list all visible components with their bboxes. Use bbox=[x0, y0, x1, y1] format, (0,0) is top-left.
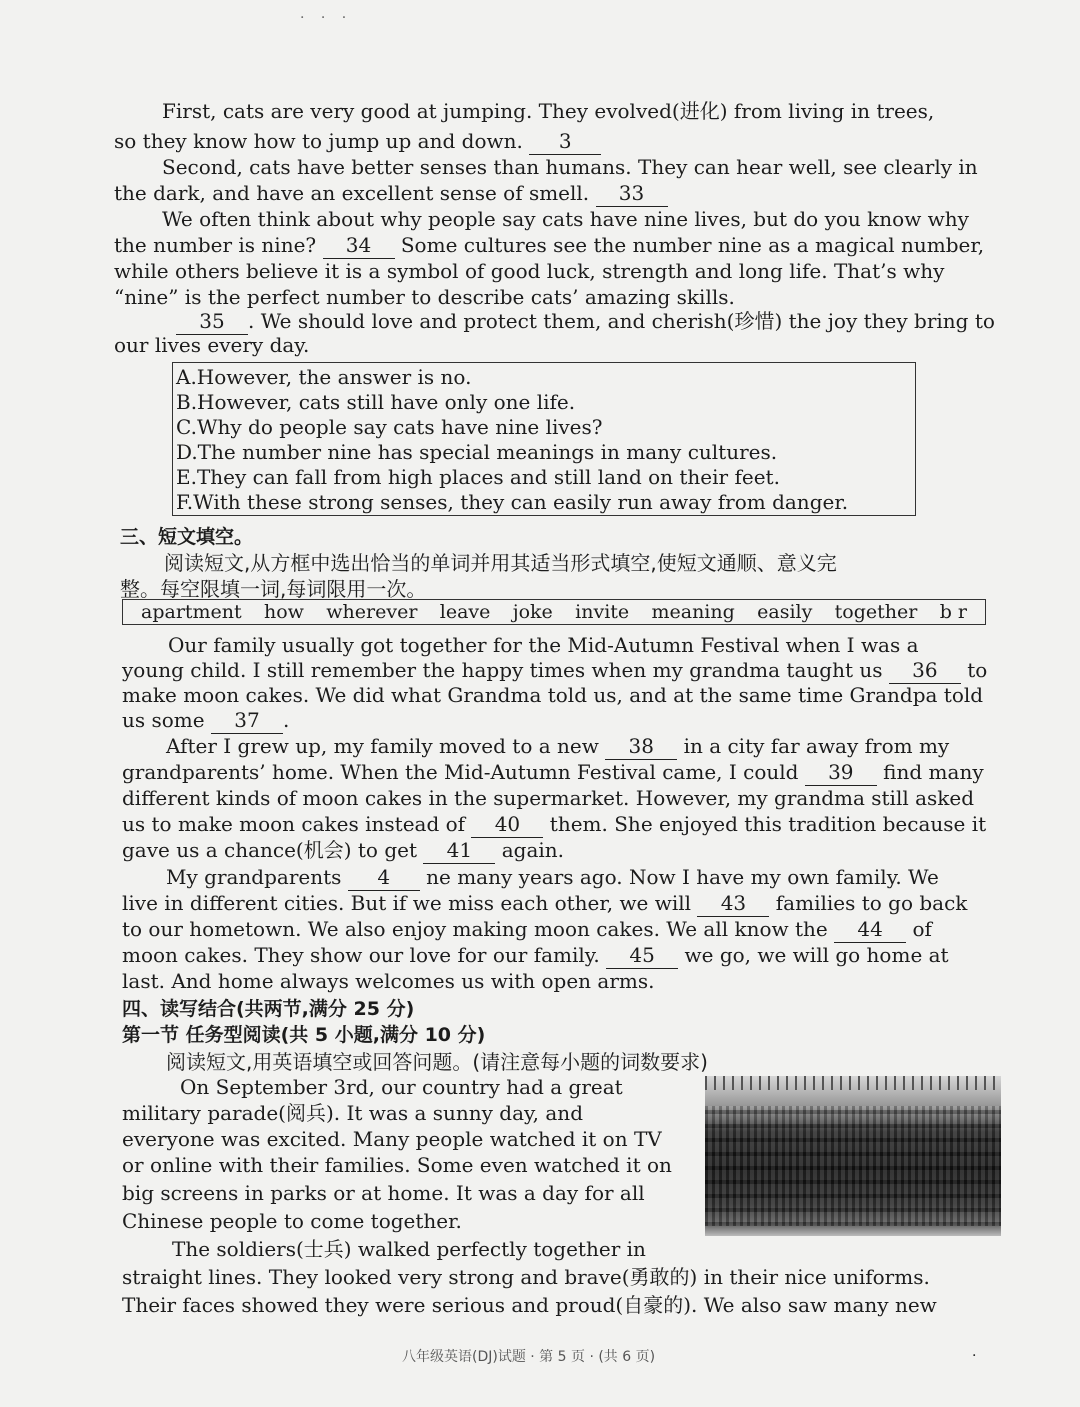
passage-a-line-4 bbox=[114, 180, 668, 207]
option-d: D.The number nine has special meanings in many cultures. bbox=[176, 440, 778, 464]
blank-40: 40 bbox=[471, 811, 543, 838]
passage-a-line-9-text: . We should love and protect them, and cherish(珍惜) the joy they bring to bbox=[248, 309, 995, 333]
blank-34: 34 bbox=[323, 232, 395, 259]
blank-42: 4 bbox=[348, 864, 420, 891]
word-bank-box bbox=[122, 599, 986, 625]
passage-a-line-4-text: the dark, and have an excellent sense of smell. bbox=[114, 181, 590, 205]
word-bank-item: apartment bbox=[141, 601, 242, 623]
word-bank-item: b r bbox=[939, 601, 967, 623]
photo-soldier-rows bbox=[705, 1106, 1001, 1226]
word-bank-item: meaning bbox=[651, 601, 735, 623]
section-3-title: 三、短文填空。 bbox=[120, 526, 254, 548]
passage-c-line-1: On September 3rd, our country had a great bbox=[180, 1075, 623, 1099]
passage-b-p1-line-4 bbox=[122, 707, 289, 734]
passage-a-line-7: while others believe it is a symbol of good luck, strength and long life. That’s why bbox=[114, 259, 945, 283]
passage-b-p2-line-3: different kinds of moon cakes in the supermarket. However, my grandma still asked bbox=[122, 786, 975, 810]
word-bank-item: joke bbox=[512, 601, 553, 623]
option-b: B.However, cats still have only one life. bbox=[176, 390, 576, 414]
blank-38: 38 bbox=[605, 733, 677, 760]
passage-b-p1-line-3: make moon cakes. We did what Grandma told us, and at the same time Grandpa told bbox=[122, 683, 984, 707]
period: . bbox=[282, 708, 290, 732]
passage-c-line-8: straight lines. They looked very strong and brave(勇敢的) in their nice uniforms. bbox=[122, 1265, 930, 1289]
word-bank-item: invite bbox=[575, 601, 630, 623]
passage-b-p3-line-4 bbox=[122, 942, 949, 969]
passage-b-p2-line-4-tail: them. She enjoyed this tradition because it bbox=[549, 812, 987, 836]
passage-c-line-2: military parade(阅兵). It was a sunny day, and bbox=[122, 1101, 583, 1125]
passage-b-p3-line-4-tail: we go, we will go home at bbox=[684, 943, 949, 967]
blank-37: 37 bbox=[211, 707, 283, 734]
passage-b-p2-line-2 bbox=[122, 759, 984, 786]
passage-a-line-3: Second, cats have better senses than humans. They can hear well, see clearly in bbox=[162, 155, 978, 179]
passage-b-p2-line-2-tail: find many bbox=[883, 760, 984, 784]
passage-b-p3-line-1-tail: ne many years ago. Now I have my own family. We bbox=[426, 865, 939, 889]
passage-b-p2-line-2-text: grandparents’ home. When the Mid-Autumn Festival came, I could bbox=[122, 760, 799, 784]
passage-c-line-6: Chinese people to come together. bbox=[122, 1209, 462, 1233]
passage-b-p2-line-5-tail: again. bbox=[501, 838, 565, 862]
passage-c-line-5: big screens in parks or at home. It was a day for all bbox=[122, 1181, 645, 1205]
blank-41: 41 bbox=[423, 837, 495, 864]
passage-b-p1-line-2-tail: to bbox=[967, 658, 988, 682]
section-4-instruction: 阅读短文,用英语填空或回答问题。(请注意每小题的词数要求) bbox=[166, 1050, 708, 1074]
option-a: A.However, the answer is no. bbox=[176, 365, 472, 389]
word-bank-item: together bbox=[834, 601, 918, 623]
section-3-instruction-1: 阅读短文,从方框中选出恰当的单词并用其适当形式填空,使短文通顺、意义完 bbox=[164, 551, 837, 575]
passage-b-p2-line-5-text: gave us a chance(机会) to get bbox=[122, 838, 417, 862]
page-footer: 八年级英语(DJ)试题 · 第 5 页 · (共 6 页) bbox=[402, 1349, 656, 1365]
passage-c-line-9: Their faces showed they were serious and proud(自豪的). We also saw many new bbox=[122, 1293, 937, 1317]
passage-a-line-6 bbox=[114, 232, 984, 259]
passage-b-p3-line-1 bbox=[166, 864, 939, 891]
blank-44: 44 bbox=[834, 916, 906, 943]
section-3-instruction-2: 整。每空限填一词,每词限用一次。 bbox=[120, 577, 427, 601]
blank-45: 45 bbox=[606, 942, 678, 969]
footer-dot: · bbox=[972, 1348, 977, 1364]
passage-b-p1-line-2 bbox=[122, 657, 987, 684]
passage-b-p2-line-4 bbox=[122, 811, 986, 838]
blank-35: 35 bbox=[176, 308, 248, 335]
passage-b-p3-line-1-text: My grandparents bbox=[166, 865, 342, 889]
passage-b-p3-line-2-tail: families to go back bbox=[775, 891, 968, 915]
passage-c-line-4: or online with their families. Some even watched it on bbox=[122, 1153, 672, 1177]
word-bank-item: wherever bbox=[326, 601, 418, 623]
option-f: F.With these strong senses, they can easily run away from danger. bbox=[176, 490, 849, 514]
photo-flags bbox=[705, 1076, 1001, 1090]
passage-b-p2-line-4-text: us to make moon cakes instead of bbox=[122, 812, 466, 836]
top-scan-mark: · · · bbox=[300, 10, 353, 26]
passage-b-p1-line-1: Our family usually got together for the Mid-Autumn Festival when I was a bbox=[168, 633, 919, 657]
passage-b-p3-line-2-text: live in different cities. But if we miss each other, we will bbox=[122, 891, 692, 915]
passage-a-line-2-text: so they know how to jump up and down. bbox=[114, 129, 523, 153]
blank-39: 39 bbox=[805, 759, 877, 786]
passage-b-p1-line-4-text: us some bbox=[122, 708, 205, 732]
passage-b-p3-line-3-tail: of bbox=[912, 917, 932, 941]
section-4-title: 四、读写结合(共两节,满分 25 分) bbox=[122, 998, 415, 1020]
blank-36: 36 bbox=[889, 657, 961, 684]
passage-c-line-7: The soldiers(士兵) walked perfectly together in bbox=[172, 1237, 646, 1261]
passage-a-line-9 bbox=[176, 308, 995, 335]
passage-a-line-8: “nine” is the perfect number to describe cats’ amazing skills. bbox=[114, 285, 735, 309]
passage-a-line-10: our lives every day. bbox=[114, 333, 310, 357]
word-bank-item: leave bbox=[439, 601, 491, 623]
military-parade-photo bbox=[705, 1076, 1001, 1236]
passage-b-p2-line-1-tail: in a city far away from my bbox=[683, 734, 950, 758]
word-bank-item: how bbox=[264, 601, 304, 623]
passage-a-line-6-text-a: the number is nine? bbox=[114, 233, 317, 257]
passage-a-line-1: First, cats are very good at jumping. They evolved(进化) from living in trees, bbox=[162, 99, 935, 123]
blank-33: 33 bbox=[596, 180, 668, 207]
option-c: C.Why do people say cats have nine lives? bbox=[176, 415, 603, 439]
blank-32: 3 bbox=[529, 128, 601, 155]
passage-b-p3-line-3-text: to our hometown. We also enjoy making moon cakes. We all know the bbox=[122, 917, 828, 941]
passage-b-p3-line-2 bbox=[122, 890, 967, 917]
option-e: E.They can fall from high places and still land on their feet. bbox=[176, 465, 780, 489]
section-4-subtitle: 第一节 任务型阅读(共 5 小题,满分 10 分) bbox=[122, 1024, 486, 1046]
passage-a-line-6-text-b: Some cultures see the number nine as a magical number, bbox=[400, 233, 985, 257]
blank-43: 43 bbox=[697, 890, 769, 917]
passage-b-p3-line-3 bbox=[122, 916, 932, 943]
passage-b-p3-line-4-text: moon cakes. They show our love for our family. bbox=[122, 943, 600, 967]
passage-a-line-5: We often think about why people say cats have nine lives, but do you know why bbox=[162, 207, 969, 231]
passage-b-p2-line-1-text: After I grew up, my family moved to a new bbox=[166, 734, 599, 758]
passage-b-p2-line-1 bbox=[166, 733, 949, 760]
passage-a-line-2 bbox=[114, 128, 601, 155]
passage-c-line-3: everyone was excited. Many people watched it on TV bbox=[122, 1127, 662, 1151]
word-bank-item: easily bbox=[757, 601, 813, 623]
passage-b-p3-line-5: last. And home always welcomes us with open arms. bbox=[122, 969, 655, 993]
passage-b-p1-line-2-text: young child. I still remember the happy times when my grandma taught us bbox=[122, 658, 883, 682]
passage-b-p2-line-5 bbox=[122, 837, 564, 864]
